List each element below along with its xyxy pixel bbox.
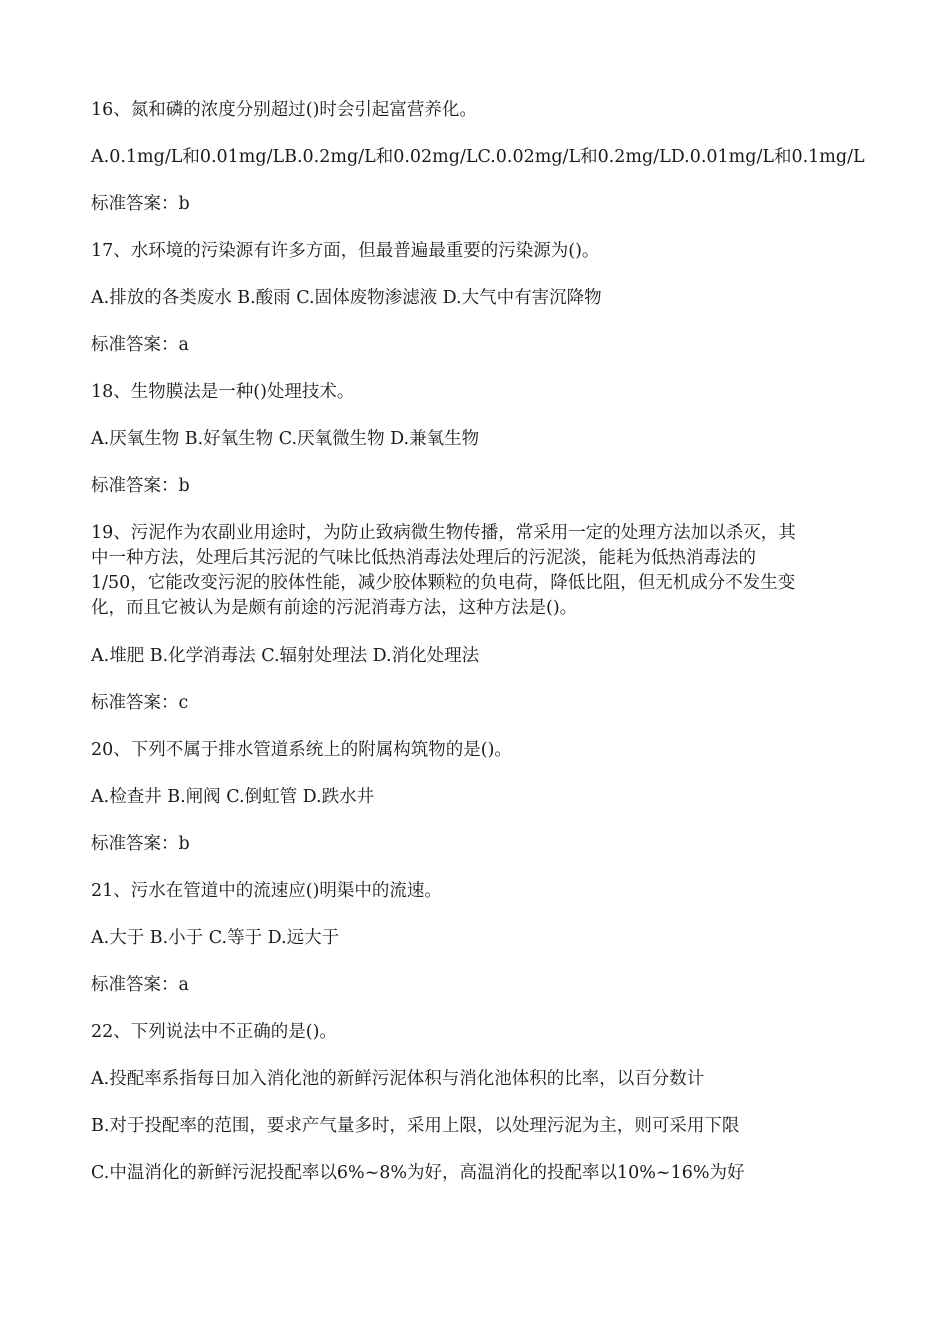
question-19-line-2: 中一种方法，处理后其污泥的气味比低热消毒法处理后的污泥淡，能耗为低热消毒法的 xyxy=(91,548,756,568)
option-22-b: B.对于投配率的范围，要求产气量多时，采用上限，以处理污泥为主，则可采用下限 xyxy=(91,1116,740,1136)
question-17: 17、水环境的污染源有许多方面，但最普遍最重要的污染源为()。 xyxy=(91,241,600,261)
question-19-line-3: 1/50，它能改变污泥的胶体性能，减少胶体颗粒的负电荷，降低比阻，但无机成分不发生变 xyxy=(91,573,796,593)
options-20: A.检查井 B.闸阀 C.倒虹管 D.跌水井 xyxy=(91,787,375,807)
option-22-c: C.中温消化的新鲜污泥投配率以6%~8%为好，高温消化的投配率以10%~16%为好 xyxy=(91,1163,745,1183)
answer-18: 标准答案：b xyxy=(91,476,190,496)
options-19: A.堆肥 B.化学消毒法 C.辐射处理法 D.消化处理法 xyxy=(91,646,480,666)
answer-21: 标准答案：a xyxy=(91,975,189,995)
option-22-a: A.投配率系指每日加入消化池的新鲜污泥体积与消化池体积的比率，以百分数计 xyxy=(91,1069,705,1089)
question-20: 20、下列不属于排水管道系统上的附属构筑物的是()。 xyxy=(91,740,512,760)
question-22: 22、下列说法中不正确的是()。 xyxy=(91,1022,337,1042)
answer-16: 标准答案：b xyxy=(91,194,190,214)
answer-19: 标准答案：c xyxy=(91,693,189,713)
document-page xyxy=(91,98,865,1208)
options-21: A.大于 B.小于 C.等于 D.远大于 xyxy=(91,928,340,948)
question-18: 18、生物膜法是一种()处理技术。 xyxy=(91,382,355,402)
question-21: 21、污水在管道中的流速应()明渠中的流速。 xyxy=(91,881,442,901)
question-19-line-4: 化，而且它被认为是颇有前途的污泥消毒方法，这种方法是()。 xyxy=(91,598,578,618)
answer-20: 标准答案：b xyxy=(91,834,190,854)
question-19-line-1: 19、污泥作为农副业用途时，为防止致病微生物传播，常采用一定的处理方法加以杀灭，其 xyxy=(91,523,796,543)
question-19 xyxy=(91,521,861,621)
question-16: 16、氮和磷的浓度分别超过()时会引起富营养化。 xyxy=(91,100,477,120)
answer-17: 标准答案：a xyxy=(91,335,189,355)
options-16: A.0.1mg/L和0.01mg/LB.0.2mg/L和0.02mg/LC.0.02mg/L和0.2mg/LD.0.01mg/L和0.1mg/L xyxy=(91,147,865,167)
options-18: A.厌氧生物 B.好氧生物 C.厌氧微生物 D.兼氧生物 xyxy=(91,429,480,449)
options-17: A.排放的各类废水 B.酸雨 C.固体废物渗滤液 D.大气中有害沉降物 xyxy=(91,288,602,308)
